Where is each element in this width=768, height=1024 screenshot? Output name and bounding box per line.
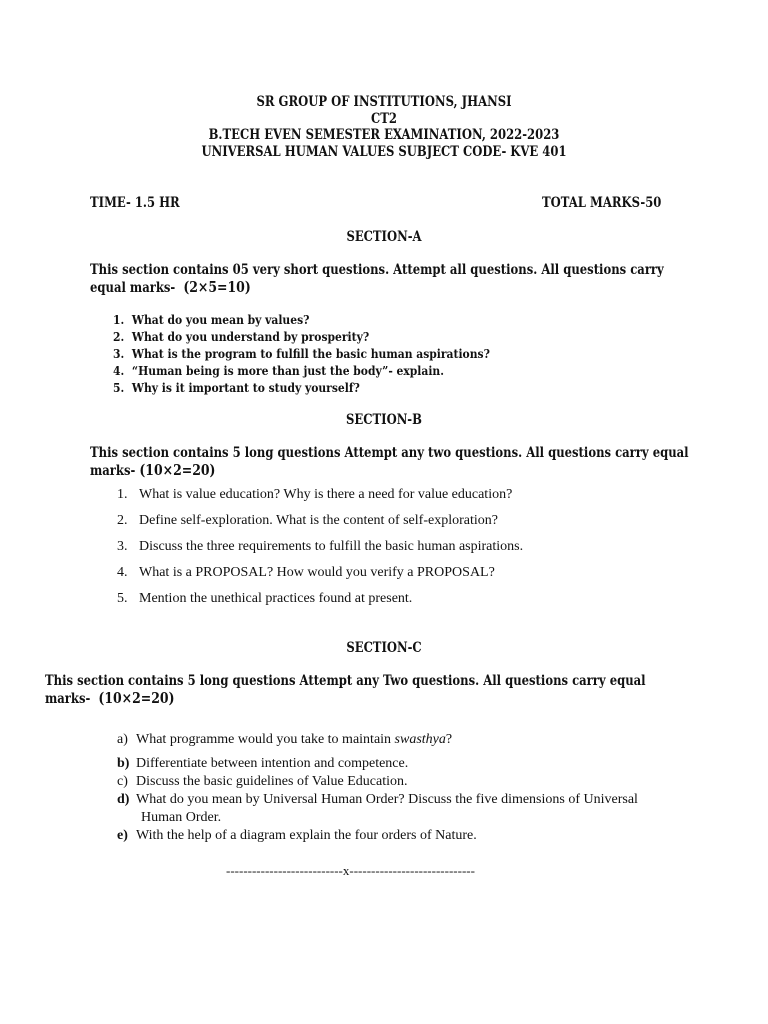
section-b-instructions-line1: This section contains 5 long questions Attempt any two questions. All questions carry equal: [90, 445, 689, 461]
list-item: 3. Discuss the three requirements to fulfill the basic human aspirations.: [117, 539, 524, 554]
end-separator: ---------------------------x-----------------------------: [226, 863, 475, 878]
list-item: 2. What do you understand by prosperity?: [113, 329, 370, 344]
subject-line: UNIVERSAL HUMAN VALUES SUBJECT CODE- KVE 401: [201, 144, 567, 160]
section-c-marks-label: marks-: [45, 691, 91, 707]
section-a-instructions-line2: [90, 279, 595, 296]
section-c-instructions-line1: This section contains 5 long questions Attempt any Two questions. All questions carry equal: [45, 673, 646, 689]
section-b-title: SECTION-B: [346, 412, 422, 428]
list-item: c) Discuss the basic guidelines of Value Education.: [117, 774, 408, 789]
exam-title: B.TECH EVEN SEMESTER EXAMINATION, 2022-2023: [208, 127, 560, 143]
section-b-marks: (10×2=20): [139, 462, 216, 479]
section-b-instructions: [90, 445, 768, 479]
list-item: 4. “Human being is more than just the body”- explain.: [113, 363, 444, 378]
section-a-marks: (2×5=10): [183, 279, 251, 296]
section-c-questions: [117, 732, 638, 846]
section-a-instructions: [90, 262, 677, 296]
list-item: a) What programme would you take to maintain swasthya?: [117, 732, 453, 747]
section-b-questions: [117, 487, 523, 617]
institution-name: SR GROUP OF INSTITUTIONS, JHANSI: [256, 94, 512, 110]
section-c-title: SECTION-C: [346, 640, 422, 656]
total-marks-label: TOTAL MARKS-50: [542, 195, 662, 211]
section-a-title: SECTION-A: [346, 229, 422, 245]
section-b-instructions-line2: [90, 462, 689, 479]
section-c-marks: (10×2=20): [98, 690, 175, 707]
list-item: 2. Define self-exploration. What is the content of self-exploration?: [117, 513, 498, 528]
section-a-instructions-line1: This section contains 05 very short questions. Attempt all questions. All questions carry: [90, 262, 664, 278]
list-item: 4. What is a PROPOSAL? How would you verify a PROPOSAL?: [117, 565, 495, 580]
section-a-questions: [113, 312, 551, 397]
list-item: 1. What is value education? Why is there a need for value education?: [117, 487, 513, 502]
list-item: 5. Mention the unethical practices found at present.: [117, 591, 413, 606]
list-item: 3. What is the program to fulfill the basic human aspirations?: [113, 346, 490, 361]
list-item: e) With the help of a diagram explain the four orders of Nature.: [117, 828, 477, 843]
section-b-marks-label: marks-: [90, 463, 136, 479]
list-item: b) Differentiate between intention and competence.: [117, 756, 409, 771]
list-item: 5. Why is it important to study yourself?: [113, 380, 360, 395]
time-label: TIME- 1.5 HR: [90, 195, 180, 211]
list-item: d) What do you mean by Universal Human Order? Discuss the five dimensions of Universal: [117, 792, 638, 807]
section-c-instructions-line2: [45, 690, 646, 707]
section-a-marks-label: equal marks-: [90, 280, 176, 296]
list-item-continuation: Human Order.: [141, 810, 222, 825]
section-c-instructions: [45, 673, 743, 707]
list-item: 1. What do you mean by values?: [113, 312, 310, 327]
test-name: CT2: [371, 111, 397, 127]
